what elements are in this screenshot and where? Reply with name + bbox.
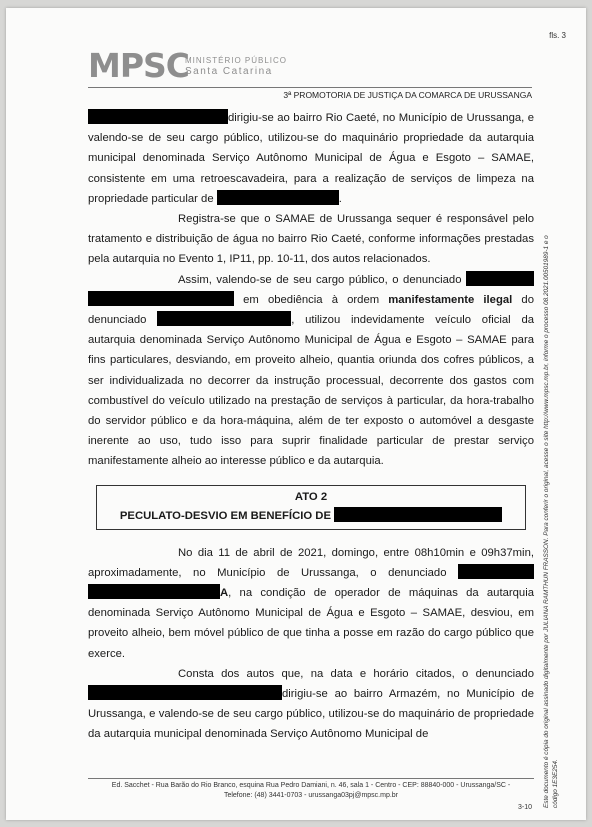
footer-divider	[88, 778, 534, 779]
document-page	[6, 8, 586, 820]
document-body	[88, 108, 534, 745]
footer-address: Ed. Sacchet - Rua Barão do Rio Branco, esquina Rua Pedro Damiani, n. 46, sala 1 - Centro - CEP: 88840-000 - Urussanga/SC - Telefone: (48) 3441-0703 - urussanga03pj@mpsc.mp.br	[111, 782, 511, 799]
redaction	[88, 291, 234, 306]
paragraph-3: Assim, valendo-se de seu cargo público, o denunciado em obediência à ordem manifestamente ilegal do denunciado , utilizou indevidamente veículo oficial da autarquia denominada Serviço Autônomo Municipal de Água e Esgoto – SAMAE para fins particulares, desviando, em proveito alheio, quantia oriunda dos cofres públicos, a ser individualizada no decorrer da instrução processual, decorrente dos gastos com combustível do veículo utilizado na prestação de serviços à particular, da hora-trabalho do servidor público e da hora-máquina, além de ter exposto o automóvel a desgaste inerente ao uso, tudo isso para suprir finalidade particular de prestar serviço manifestamente alheio ao interesse público e da autarquia.	[88, 270, 534, 472]
redaction	[334, 507, 502, 522]
digital-signature-note: Este documento é cópia do original assinado digitalmente por JULIANA RAMTHUN FRASSON. Para conferir o original, acesse o site http://www.mpsc.mp.br, informe o processo 08.2021.00501989-1 e o código 1E3E254.	[543, 235, 559, 808]
section-subtitle: PECULATO-DESVIO EM BENEFÍCIO DE	[97, 507, 525, 526]
redaction	[88, 109, 228, 124]
redaction	[458, 564, 534, 579]
paragraph-1: dirigiu-se ao bairro Rio Caeté, no Município de Urussanga, e valendo-se de seu cargo público, utilizou-se do maquinário propriedade da autarquia municipal denominada Serviço Autônomo Municipal de Água e Esgoto – SAMAE, consistente em uma retroescavadeira, para a realização de serviços de limpeza na propriedade particular de .	[88, 108, 534, 209]
redaction	[88, 584, 220, 599]
page-number-bottom: 3-10	[517, 804, 532, 811]
section-box-ato-2	[96, 485, 526, 530]
paragraph-4: No dia 11 de abril de 2021, domingo, entre 08h10min e 09h37min, aproximadamente, no Município de Urussanga, o denunciado A, na condição de operador de máquinas da autarquia denominada Serviço Autônomo Municipal de Água e Esgoto – SAMAE, desviou, em proveito alheio, bem móvel público de que tinha a posse em razão do cargo público que exerce.	[88, 546, 534, 660]
section-title: ATO 2	[294, 490, 328, 503]
logo-line2: Santa Catarina	[185, 66, 273, 77]
logo-line1: MINISTÉRIO PÚBLICO	[185, 56, 288, 65]
redaction	[88, 685, 282, 700]
redaction	[466, 271, 534, 286]
redaction	[217, 190, 339, 205]
paragraph-2: Registra-se que o SAMAE de Urussanga sequer é responsável pelo tratamento e distribuição de água no bairro Rio Caeté, conforme informações prestadas pela autarquia no Evento 1, IP11, pp. 10-11, dos autos relacionados.	[88, 213, 534, 266]
paragraph-5: Consta dos autos que, na data e horário citados, o denunciado dirigiu-se ao bairro Armazém, no Município de Urussanga, e valendo-se de seu cargo público, utilizou-se do maquinário de propriedade da autarquia municipal denominada Serviço Autônomo Municipal de	[88, 667, 534, 741]
header-divider	[88, 87, 532, 88]
logo-mark: MPSC	[88, 46, 190, 85]
page-number-top: fls. 3	[549, 31, 566, 40]
promotoria-header: 3ª PROMOTORIA DE JUSTIÇA DA COMARCA DE URUSSANGA	[283, 90, 532, 100]
mpsc-logo	[88, 46, 288, 86]
redaction	[157, 311, 291, 326]
